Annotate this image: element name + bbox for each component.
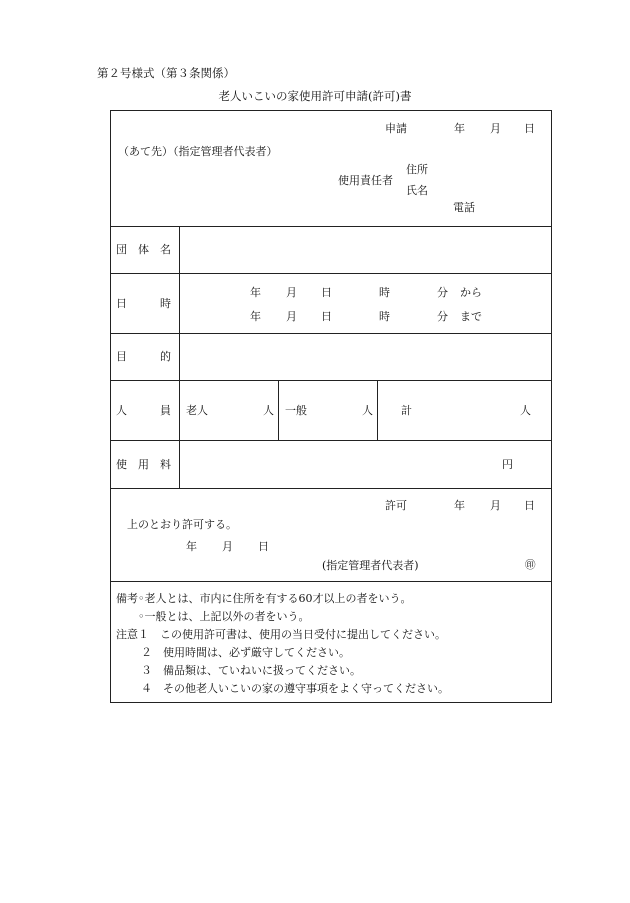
addressee: （あて先）（指定管理者代表者） <box>118 145 278 158</box>
apply-year: 年 <box>454 122 465 135</box>
form-number: 第２号様式（第３条関係） <box>97 66 235 80</box>
row-divider <box>110 440 552 441</box>
row-divider <box>110 488 552 489</box>
caution-4: ４ その他老人いこいの家の遵守事項をよく守ってください。 <box>141 682 449 695</box>
manager-representative: (指定管理者代表者) <box>322 559 419 572</box>
fee-label: 使 用 料 <box>116 458 171 471</box>
apply-month: 月 <box>490 122 501 135</box>
label-column-divider <box>179 226 180 488</box>
start-year: 年 <box>250 286 261 299</box>
apply-day: 日 <box>524 122 535 135</box>
total-unit: 人 <box>520 404 531 417</box>
remark-elderly: 備考◦老人とは、市内に住所を有する60才以上の者をいう。 <box>116 592 412 605</box>
end-minute: 分 <box>437 310 448 323</box>
permit-day: 日 <box>524 499 535 512</box>
from-label: から <box>460 286 482 299</box>
end-year: 年 <box>250 310 261 323</box>
caution-1: 注意１ この使用許可書は、使用の当日受付に提出してください。 <box>116 628 446 641</box>
permit-month: 月 <box>490 499 501 512</box>
general-label: 一般 <box>285 404 307 417</box>
remark-general: ◦一般とは、上記以外の者をいう。 <box>138 610 310 623</box>
group-name-label: 団 体 名 <box>116 243 171 256</box>
total-label: 計 <box>401 404 412 417</box>
row-divider <box>110 581 552 582</box>
address-label: 住所 <box>406 163 428 176</box>
permit-label: 許可 <box>385 499 407 512</box>
seal-mark: ㊞ <box>525 559 536 571</box>
persons-divider <box>377 380 378 440</box>
caution-2: ２ 使用時間は、必ず厳守してください。 <box>141 646 350 659</box>
responsible-person-label: 使用責任者 <box>338 174 393 187</box>
name-label: 氏名 <box>406 184 428 197</box>
end-month: 月 <box>286 310 297 323</box>
apply-label: 申請 <box>385 122 407 135</box>
document-title: 老人いこいの家使用許可申請(許可)書 <box>218 89 412 103</box>
row-divider <box>110 333 552 334</box>
start-minute: 分 <box>437 286 448 299</box>
elderly-label: 老人 <box>186 404 208 417</box>
datetime-label: 日 時 <box>116 297 171 310</box>
purpose-label: 目 的 <box>116 350 171 363</box>
permission-text: 上のとおり許可する。 <box>127 518 237 531</box>
to-label: まで <box>460 310 482 323</box>
permission-date-day: 日 <box>258 540 269 553</box>
end-hour: 時 <box>379 310 390 323</box>
permission-date-month: 月 <box>222 540 233 553</box>
fee-unit: 円 <box>502 458 513 471</box>
start-month: 月 <box>286 286 297 299</box>
general-unit: 人 <box>362 404 373 417</box>
elderly-unit: 人 <box>263 404 274 417</box>
start-hour: 時 <box>379 286 390 299</box>
start-day: 日 <box>321 286 332 299</box>
persons-label: 人 員 <box>116 404 171 417</box>
permission-date-year: 年 <box>186 540 197 553</box>
permit-year: 年 <box>454 499 465 512</box>
end-day: 日 <box>321 310 332 323</box>
row-divider <box>110 226 552 227</box>
row-divider <box>110 273 552 274</box>
persons-divider <box>278 380 279 440</box>
caution-3: ３ 備品類は、ていねいに扱ってください。 <box>141 664 361 677</box>
row-divider <box>110 380 552 381</box>
phone-label: 電話 <box>453 201 475 214</box>
